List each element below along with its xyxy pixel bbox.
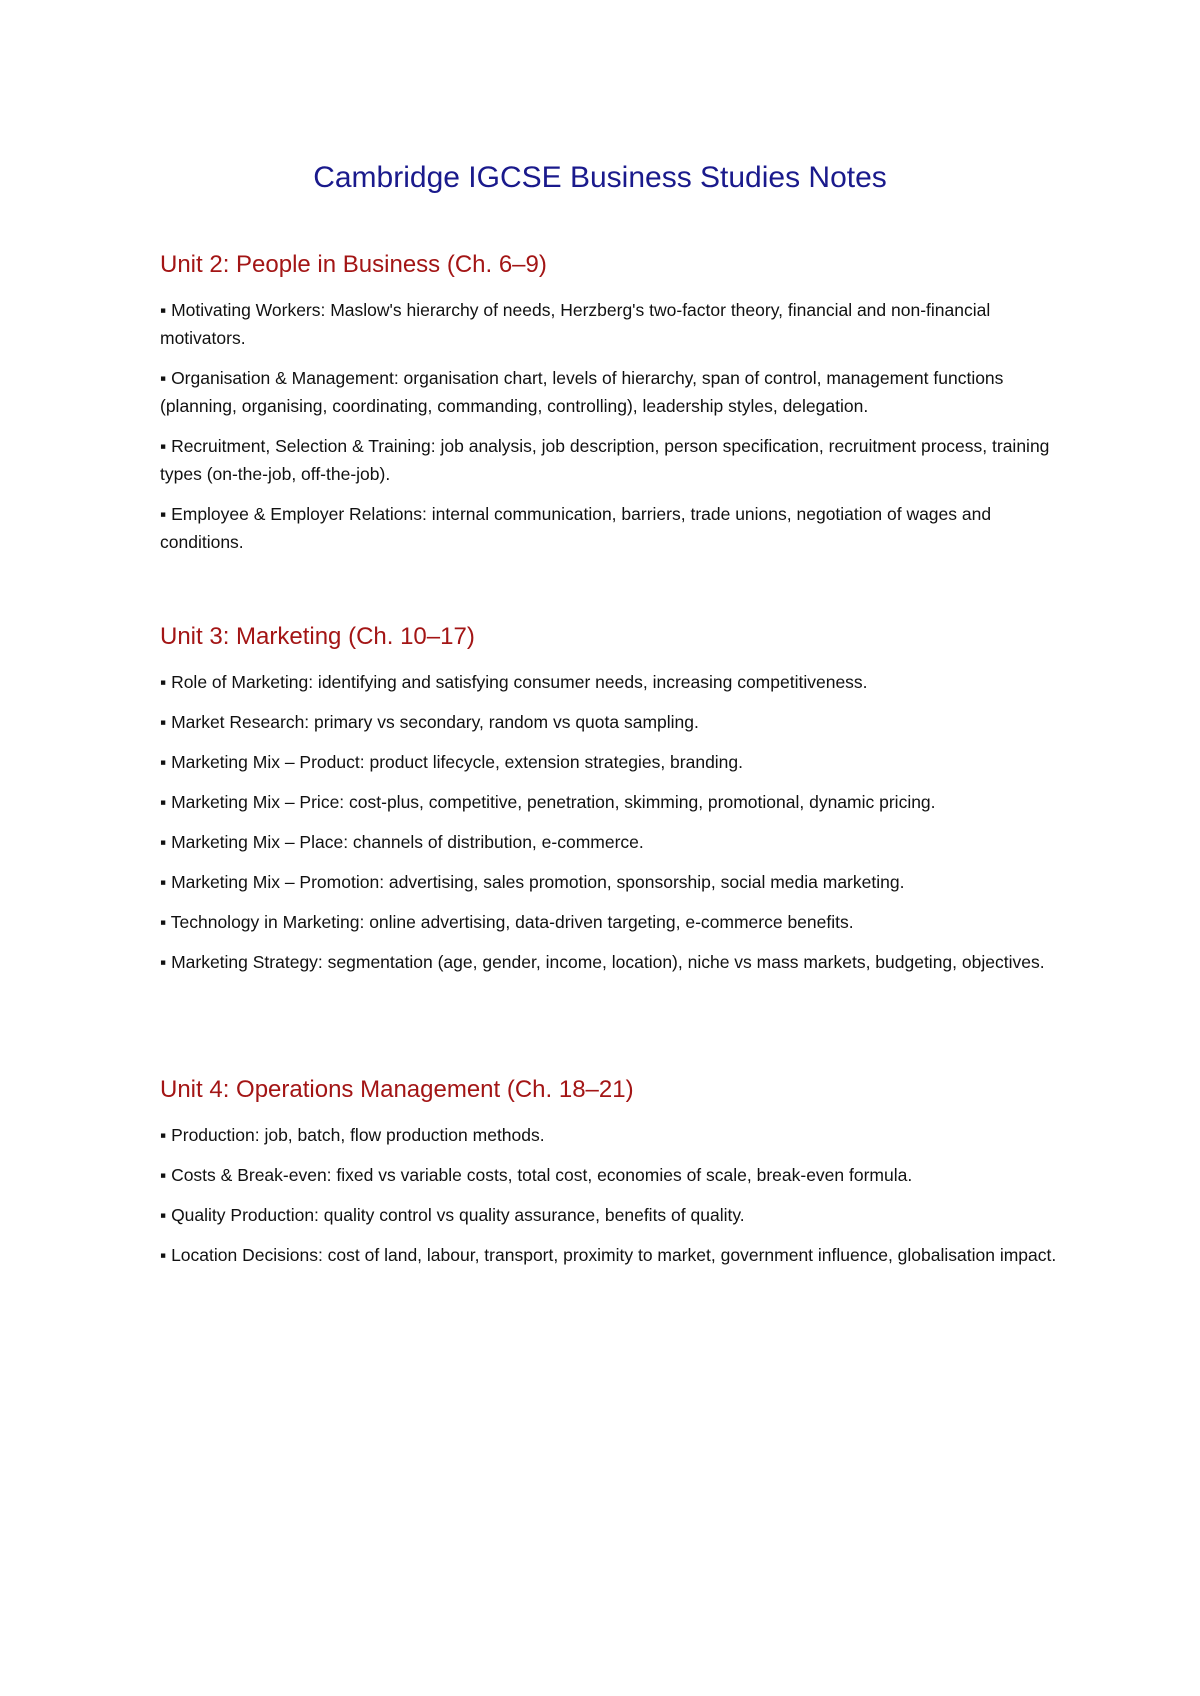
section-item-list [160, 668, 1060, 976]
list-item: ▪ Marketing Strategy: segmentation (age, gender, income, location), niche vs mass markets, budgeting, objectives. [160, 952, 1045, 972]
list-item: ▪ Motivating Workers: Maslow's hierarchy of needs, Herzberg's two-factor theory, financial and non-financial motivators. [160, 300, 991, 348]
section-item-list [160, 1121, 1060, 1269]
list-item: ▪ Quality Production: quality control vs quality assurance, benefits of quality. [160, 1205, 745, 1225]
page-title: Cambridge IGCSE Business Studies Notes [313, 161, 887, 194]
section-heading: Unit 3: Marketing (Ch. 10–17) [160, 623, 475, 650]
list-item: ▪ Role of Marketing: identifying and satisfying consumer needs, increasing competitiveness. [160, 672, 868, 692]
list-item: ▪ Marketing Mix – Price: cost-plus, competitive, penetration, skimming, promotional, dynamic pricing. [160, 792, 936, 812]
list-item: ▪ Costs & Break-even: fixed vs variable costs, total cost, economies of scale, break-even formula. [160, 1165, 913, 1185]
section-heading: Unit 2: People in Business (Ch. 6–9) [160, 251, 547, 278]
list-item: ▪ Recruitment, Selection & Training: job analysis, job description, person specification, recruitment process, training types (on-the-job, off-the-job). [160, 436, 1050, 484]
list-item: ▪ Organisation & Management: organisation chart, levels of hierarchy, span of control, management functions (planning, organising, coordinating, commanding, controlling), leadership styles, delegation. [160, 368, 1004, 416]
list-item: ▪ Marketing Mix – Promotion: advertising, sales promotion, sponsorship, social media marketing. [160, 872, 905, 892]
section-item-list [160, 296, 1060, 556]
list-item: ▪ Technology in Marketing: online advertising, data-driven targeting, e-commerce benefits. [160, 912, 854, 932]
list-item: ▪ Market Research: primary vs secondary, random vs quota sampling. [160, 712, 699, 732]
list-item: ▪ Employee & Employer Relations: internal communication, barriers, trade unions, negotiation of wages and conditions. [160, 504, 992, 552]
section-unit-2 [160, 248, 1060, 568]
list-item: ▪ Marketing Mix – Product: product lifecycle, extension strategies, branding. [160, 752, 744, 772]
list-item: ▪ Location Decisions: cost of land, labour, transport, proximity to market, government influence, globalisation impact. [160, 1245, 1057, 1265]
section-heading: Unit 4: Operations Management (Ch. 18–21) [160, 1076, 634, 1103]
list-item: ▪ Marketing Mix – Place: channels of distribution, e-commerce. [160, 832, 644, 852]
section-unit-4 [160, 1073, 1060, 1281]
list-item: ▪ Production: job, batch, flow production methods. [160, 1125, 545, 1145]
section-unit-3 [160, 620, 1060, 988]
